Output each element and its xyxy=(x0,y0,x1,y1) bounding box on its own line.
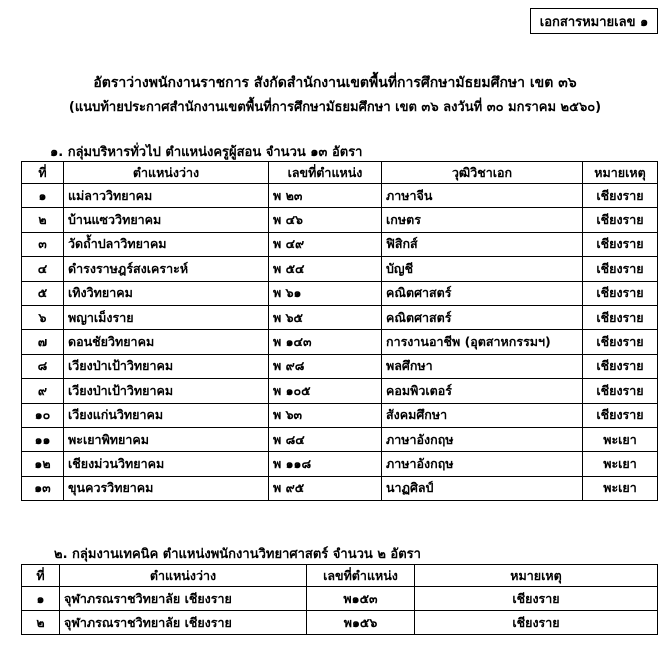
cell-position-number: พ๑๕๓ xyxy=(307,587,415,611)
table-row xyxy=(22,257,658,281)
cell-position-number: พ ๕๔ xyxy=(269,257,382,281)
table-header-row xyxy=(22,565,658,587)
table-row xyxy=(22,476,658,500)
table-row xyxy=(22,330,658,354)
cell-remark: พะเยา xyxy=(583,476,658,500)
section-2-table xyxy=(21,564,658,635)
table-header-row xyxy=(22,162,658,184)
cell-major: เกษตร xyxy=(382,208,583,232)
cell-remark: เชียงราย xyxy=(583,354,658,378)
cell-remark: เชียงราย xyxy=(415,611,658,635)
cell-position-number: พ ๖๑ xyxy=(269,281,382,305)
cell-position: วัดถ้ำปลาวิทยาคม xyxy=(64,232,269,256)
cell-remark: พะเยา xyxy=(583,427,658,451)
table-row xyxy=(22,208,658,232)
cell-no: ๙ xyxy=(22,379,64,403)
cell-no: ๒ xyxy=(22,611,60,635)
table-row xyxy=(22,379,658,403)
cell-remark: เชียงราย xyxy=(583,379,658,403)
cell-position: จุฬาภรณราชวิทยาลัย เชียงราย xyxy=(60,587,307,611)
cell-remark: เชียงราย xyxy=(583,184,658,208)
cell-position-number: พ ๖๕ xyxy=(269,305,382,329)
section-1-heading: ๑. กลุ่มบริหารทั่วไป ตำแหน่งครูผู้สอน จำนวน ๑๓ อัตรา xyxy=(50,145,363,160)
table-row xyxy=(22,232,658,256)
cell-position: พญาเม็งราย xyxy=(64,305,269,329)
cell-position: ขุนควรวิทยาคม xyxy=(64,476,269,500)
cell-no: ๑๑ xyxy=(22,427,64,451)
cell-no: ๑๒ xyxy=(22,452,64,476)
table-row xyxy=(22,184,658,208)
table-row xyxy=(22,305,658,329)
cell-position: เวียงป่าเป้าวิทยาคม xyxy=(64,354,269,378)
cell-no: ๕ xyxy=(22,281,64,305)
cell-remark: เชียงราย xyxy=(583,232,658,256)
cell-no: ๑๐ xyxy=(22,403,64,427)
cell-no: ๑ xyxy=(22,184,64,208)
table-row xyxy=(22,354,658,378)
table-row xyxy=(22,281,658,305)
cell-remark: เชียงราย xyxy=(583,257,658,281)
cell-position-number: พ ๑๐๕ xyxy=(269,379,382,403)
cell-position: ดำรงราษฎร์สงเคราะห์ xyxy=(64,257,269,281)
cell-position: เทิงวิทยาคม xyxy=(64,281,269,305)
section-2-heading: ๒. กลุ่มงานเทคนิค ตำแหน่งพนักงานวิทยาศาสตร์ จำนวน ๒ อัตรา xyxy=(54,547,421,562)
cell-remark: พะเยา xyxy=(583,452,658,476)
cell-major: นาฏศิลป์ xyxy=(382,476,583,500)
table-row xyxy=(22,403,658,427)
table-row xyxy=(22,587,658,611)
header-remark: หมายเหตุ xyxy=(583,162,658,184)
cell-position-number: พ ๑๔๓ xyxy=(269,330,382,354)
header-position: ตำแหน่งว่าง xyxy=(60,565,307,587)
cell-remark: เชียงราย xyxy=(415,587,658,611)
document-number-label: เอกสารหมายเลข ๑ xyxy=(530,8,658,34)
cell-position-number: พ ๒๓ xyxy=(269,184,382,208)
header-major: วุฒิวิชาเอก xyxy=(382,162,583,184)
cell-remark: เชียงราย xyxy=(583,208,658,232)
cell-position: บ้านแซววิทยาคม xyxy=(64,208,269,232)
cell-position-number: พ ๘๔ xyxy=(269,427,382,451)
cell-position-number: พ๑๕๖ xyxy=(307,611,415,635)
cell-position-number: พ ๙๘ xyxy=(269,354,382,378)
cell-major: บัญชี xyxy=(382,257,583,281)
cell-major: สังคมศึกษา xyxy=(382,403,583,427)
cell-no: ๑ xyxy=(22,587,60,611)
cell-major: ภาษาจีน xyxy=(382,184,583,208)
cell-remark: เชียงราย xyxy=(583,330,658,354)
cell-no: ๗ xyxy=(22,330,64,354)
header-position-number: เลขที่ตำแหน่ง xyxy=(269,162,382,184)
cell-position: จุฬาภรณราชวิทยาลัย เชียงราย xyxy=(60,611,307,635)
cell-position: ดอนชัยวิทยาคม xyxy=(64,330,269,354)
cell-position-number: พ ๙๕ xyxy=(269,476,382,500)
cell-no: ๖ xyxy=(22,305,64,329)
cell-position-number: พ ๑๑๘ xyxy=(269,452,382,476)
cell-major: คอมพิวเตอร์ xyxy=(382,379,583,403)
cell-major: การงานอาชีพ (อุตสาหกรรมฯ) xyxy=(382,330,583,354)
cell-position-number: พ ๔๖ xyxy=(269,208,382,232)
table-row xyxy=(22,611,658,635)
section-1-table xyxy=(21,161,658,501)
header-position: ตำแหน่งว่าง xyxy=(64,162,269,184)
cell-position-number: พ ๖๓ xyxy=(269,403,382,427)
cell-major: ภาษาอังกฤษ xyxy=(382,452,583,476)
header-remark: หมายเหตุ xyxy=(415,565,658,587)
cell-major: ฟิสิกส์ xyxy=(382,232,583,256)
header-no: ที่ xyxy=(22,162,64,184)
cell-major: คณิตศาสตร์ xyxy=(382,305,583,329)
cell-no: ๑๓ xyxy=(22,476,64,500)
cell-position: เชียงม่วนวิทยาคม xyxy=(64,452,269,476)
cell-position: เวียงป่าเป้าวิทยาคม xyxy=(64,379,269,403)
table-row xyxy=(22,452,658,476)
header-no: ที่ xyxy=(22,565,60,587)
cell-no: ๔ xyxy=(22,257,64,281)
page-title: อัตราว่างพนักงานราชการ สังกัดสำนักงานเขตพื้นที่การศึกษามัธยมศึกษา เขต ๓๖ xyxy=(93,75,577,91)
cell-remark: เชียงราย xyxy=(583,403,658,427)
table-row xyxy=(22,427,658,451)
cell-remark: เชียงราย xyxy=(583,305,658,329)
cell-position-number: พ ๔๙ xyxy=(269,232,382,256)
header-position-number: เลขที่ตำแหน่ง xyxy=(307,565,415,587)
cell-position: พะเยาพิทยาคม xyxy=(64,427,269,451)
cell-no: ๓ xyxy=(22,232,64,256)
cell-position: เวียงแก่นวิทยาคม xyxy=(64,403,269,427)
cell-major: คณิตศาสตร์ xyxy=(382,281,583,305)
cell-no: ๒ xyxy=(22,208,64,232)
cell-major: พลศึกษา xyxy=(382,354,583,378)
cell-no: ๘ xyxy=(22,354,64,378)
page-subtitle: (แนบท้ายประกาศสำนักงานเขตพื้นที่การศึกษามัธยมศึกษา เขต ๓๖ ลงวันที่ ๓๐ มกราคม ๒๕๖๐) xyxy=(68,100,602,115)
cell-major: ภาษาอังกฤษ xyxy=(382,427,583,451)
cell-position: แม่ลาววิทยาคม xyxy=(64,184,269,208)
cell-remark: เชียงราย xyxy=(583,281,658,305)
